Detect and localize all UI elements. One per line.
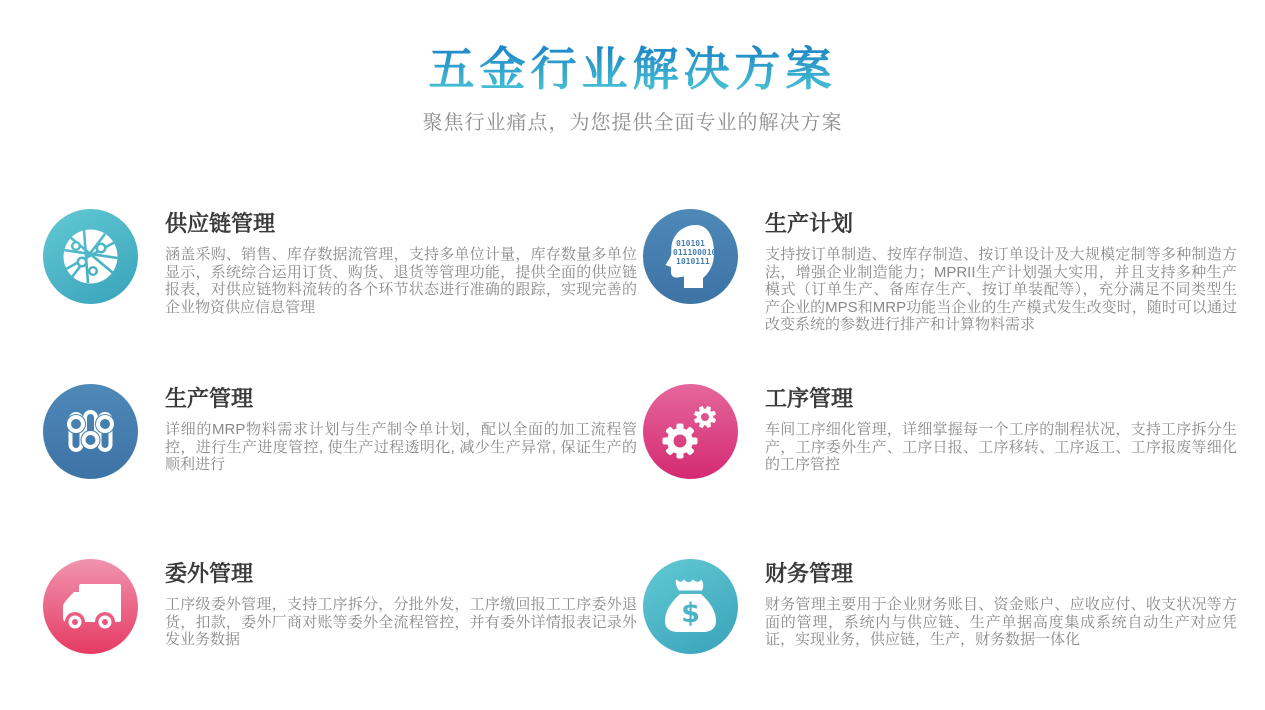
page-subtitle: 聚焦行业痛点，为您提供全面专业的解决方案 bbox=[422, 112, 843, 134]
gears-icon bbox=[643, 384, 738, 479]
truck-icon bbox=[43, 559, 138, 654]
card-title: 供应链管理 bbox=[165, 211, 276, 236]
card-finance-management bbox=[643, 554, 1243, 710]
sliders-icon bbox=[43, 384, 138, 479]
card-title: 工序管理 bbox=[765, 386, 854, 411]
card-desc: 车间工序细化管理，详细掌握每一个工序的制程状况，支持工序拆分生产，工序委外生产、工序日报、工序移转、工序返工、工序报废等细化的工序管控 bbox=[765, 421, 1237, 473]
card-desc: 支持按订单制造、按库存制造、按订单设计及大规模定制等多种制造方法，增强企业制造能力；MPRII生产计划强大实用，并且支持多种生产模式（订单生产、备库存生产、按订单装配等），充分满足不同类型生产企业的MPS和MRP功能当企业的生产模式发生改变时，随时可以通过改变系统的参数进行排产和计算物料需求 bbox=[765, 246, 1237, 333]
card-title: 生产计划 bbox=[765, 211, 854, 236]
card-title: 委外管理 bbox=[165, 561, 254, 586]
card-title: 生产管理 bbox=[165, 386, 254, 411]
card-title: 财务管理 bbox=[765, 561, 854, 586]
money-bag-icon bbox=[643, 559, 738, 654]
page-title: 五金行业解决方案 bbox=[429, 38, 837, 100]
card-production-management bbox=[43, 379, 643, 554]
head-binary-icon bbox=[643, 209, 738, 304]
gears-icon bbox=[643, 384, 738, 479]
page-header bbox=[0, 0, 1265, 136]
card-desc: 详细的MRP物料需求计划与生产制令单计划，配以全面的加工流程管控，进行生产进度管控, 使生产过程透明化, 减少生产异常, 保证生产的顺利进行 bbox=[165, 421, 637, 473]
head-binary-icon bbox=[643, 209, 738, 304]
card-desc: 工序级委外管理，支持工序拆分，分批外发，工序缴回报工工序委外退货，扣款，委外厂商对账等委外全流程管控，并有委外详情报表记录外发业务数据 bbox=[165, 596, 637, 648]
network-globe-icon bbox=[43, 209, 138, 304]
card-production-planning bbox=[643, 204, 1243, 379]
card-process-management bbox=[643, 379, 1243, 554]
truck-icon bbox=[43, 559, 138, 654]
card-outsourcing-management bbox=[43, 554, 643, 710]
card-desc: 财务管理主要用于企业财务账目、资金账户、应收应付、收支状况等方面的管理，系统内与供应链、生产单据高度集成系统自动生产对应凭证，实现业务，供应链，生产，财务数据一体化 bbox=[765, 596, 1237, 648]
sliders-icon bbox=[43, 384, 138, 479]
cards-grid bbox=[0, 204, 1265, 710]
card-supply-chain bbox=[43, 204, 643, 379]
card-desc: 涵盖采购、销售、库存数据流管理，支持多单位计量，库存数量多单位显示，系统综合运用订货、购货、退货等管理功能，提供全面的供应链报表，对供应链物料流转的各个环节状态进行准确的跟踪，实现完善的企业物资供应信息管理 bbox=[165, 246, 637, 316]
money-bag-icon bbox=[643, 559, 738, 654]
network-globe-icon bbox=[43, 209, 138, 304]
